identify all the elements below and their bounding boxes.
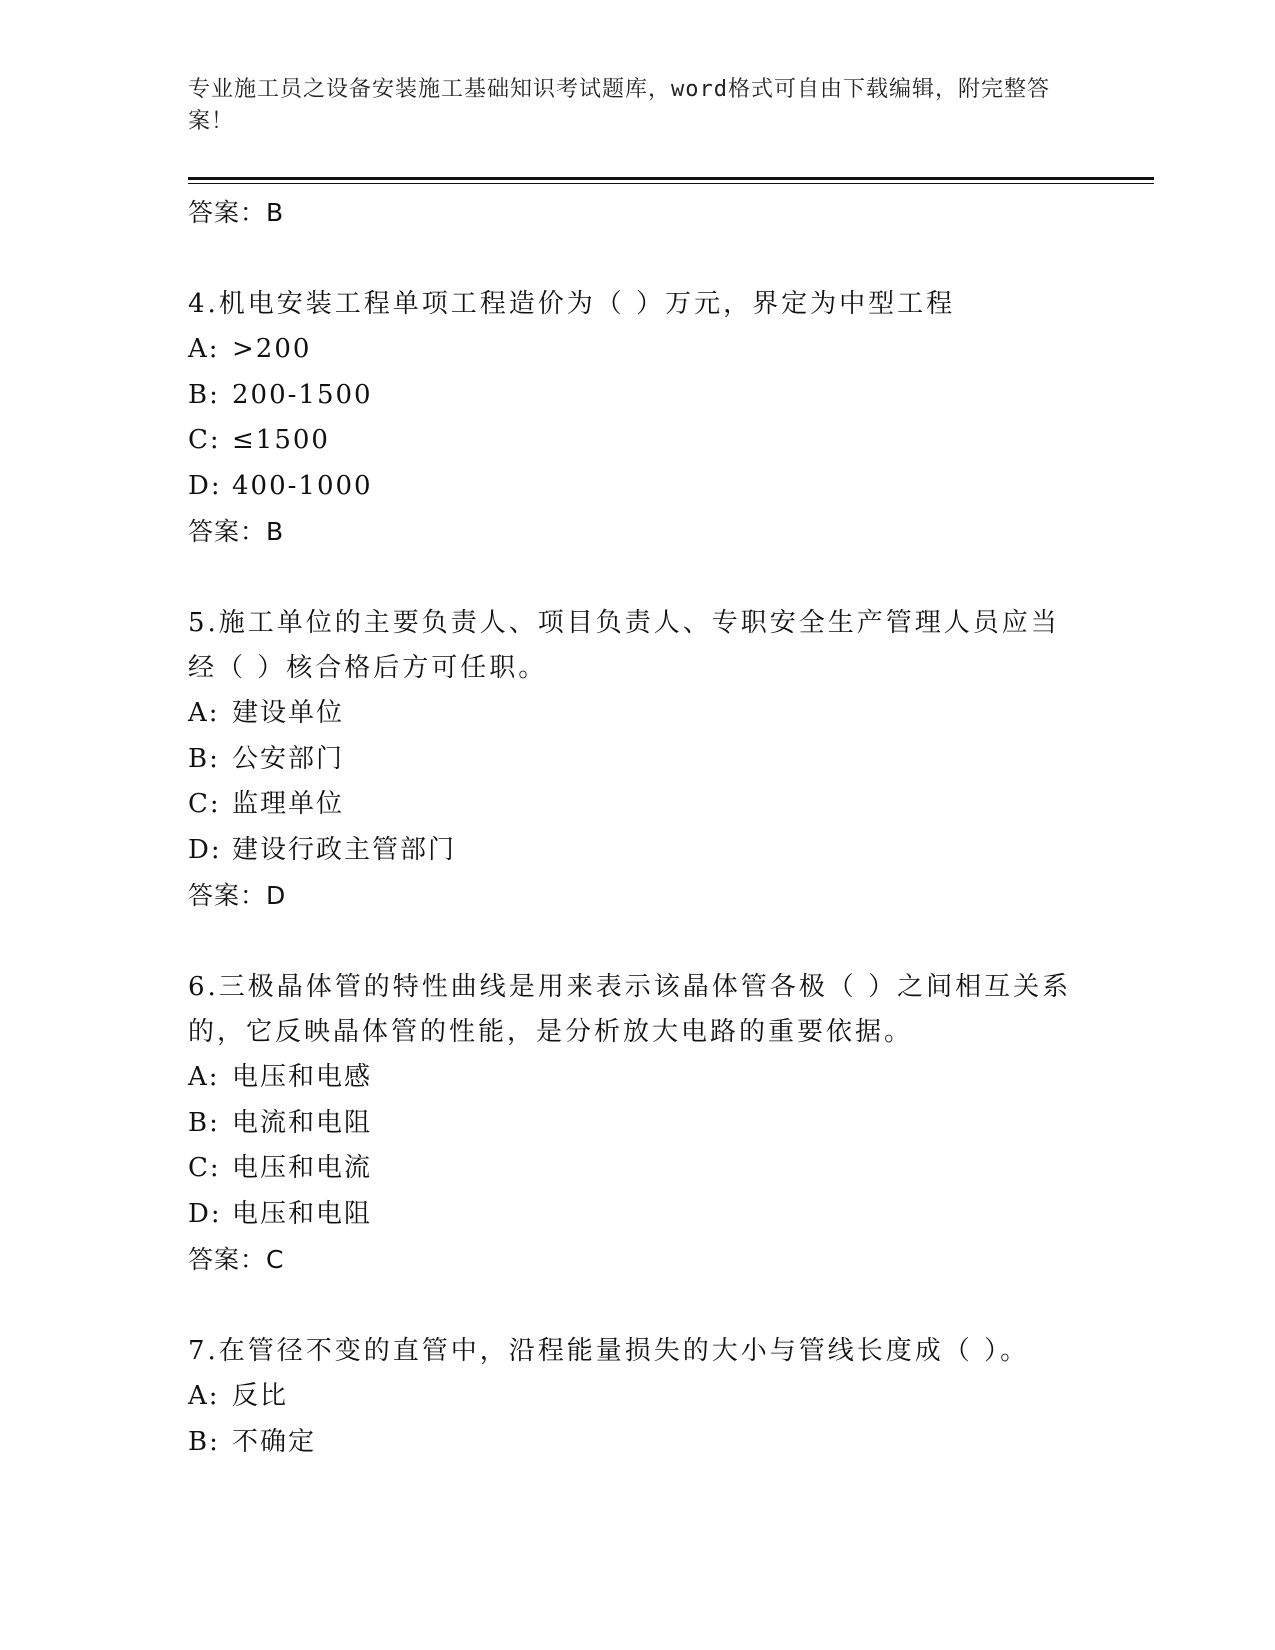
option-d <box>188 464 1088 510</box>
option-label: B: <box>188 1426 220 1457</box>
option-text: 电压和电感 <box>232 1062 373 1092</box>
question-text: 5.施工单位的主要负责人、项目负责人、专职安全生产管理人员应当经（ ）核合格后方可任职。 <box>188 608 1060 683</box>
option-b <box>188 373 1088 419</box>
option-text: >200 <box>232 334 312 364</box>
option-d <box>188 828 1088 874</box>
option-label: B: <box>188 1107 220 1138</box>
option-text: 监理单位 <box>232 789 345 819</box>
header-divider-thick <box>188 177 1154 180</box>
answer: 答案：C <box>188 1245 285 1274</box>
option-text: 电压和电流 <box>232 1153 373 1183</box>
question-7 <box>188 1329 1088 1465</box>
answer: 答案：D <box>188 881 287 910</box>
option-label: A: <box>188 698 220 728</box>
option-text: 电流和电阻 <box>232 1107 373 1138</box>
option-text: 建设单位 <box>232 698 345 728</box>
option-c <box>188 418 1088 464</box>
option-label: D: <box>188 470 222 501</box>
option-label: D: <box>188 834 222 865</box>
question-text: 7.在管径不变的直管中，沿程能量损失的大小与管线长度成（ ）。 <box>188 1336 1030 1366</box>
option-text: 建设行政主管部门 <box>232 834 457 865</box>
answer: 答案：B <box>188 517 285 546</box>
question-text: 6.三极晶体管的特性曲线是用来表示该晶体管各极（ ）之间相互关系的，它反映晶体管的性能，是分析放大电路的重要依据。 <box>188 972 1072 1047</box>
option-c <box>188 782 1088 828</box>
option-b <box>188 1420 1088 1466</box>
option-label: C: <box>188 1153 221 1183</box>
option-c <box>188 1146 1088 1192</box>
question-text: 4.机电安装工程单项工程造价为（ ）万元，界定为中型工程 <box>188 289 956 319</box>
option-a <box>188 1055 1088 1101</box>
option-label: A: <box>188 334 220 364</box>
document-header: 专业施工员之设备安装施工基础知识考试题库，word格式可自由下载编辑，附完整答案！ <box>188 77 1050 134</box>
option-b <box>188 1101 1088 1147</box>
option-label: C: <box>188 425 221 455</box>
option-a <box>188 1374 1088 1420</box>
header-divider-thin <box>188 183 1154 184</box>
option-text: 反比 <box>232 1381 289 1411</box>
option-text: 公安部门 <box>232 743 345 774</box>
option-text: 电压和电阻 <box>232 1198 373 1229</box>
option-label: D: <box>188 1198 222 1229</box>
option-label: A: <box>188 1381 220 1411</box>
option-text: ≤1500 <box>232 425 330 455</box>
option-text: 不确定 <box>232 1426 317 1457</box>
previous-answer: 答案：B <box>188 198 285 227</box>
option-a <box>188 691 1088 737</box>
question-5 <box>188 601 1088 919</box>
option-label: C: <box>188 789 221 819</box>
option-label: B: <box>188 743 220 774</box>
question-list <box>188 190 1088 1465</box>
option-text: 200-1500 <box>232 379 373 410</box>
option-label: B: <box>188 379 220 410</box>
option-d <box>188 1192 1088 1238</box>
question-6 <box>188 965 1088 1283</box>
option-b <box>188 737 1088 783</box>
option-a <box>188 327 1088 373</box>
option-text: 400-1000 <box>232 470 373 501</box>
question-4 <box>188 282 1088 555</box>
option-label: A: <box>188 1062 220 1092</box>
